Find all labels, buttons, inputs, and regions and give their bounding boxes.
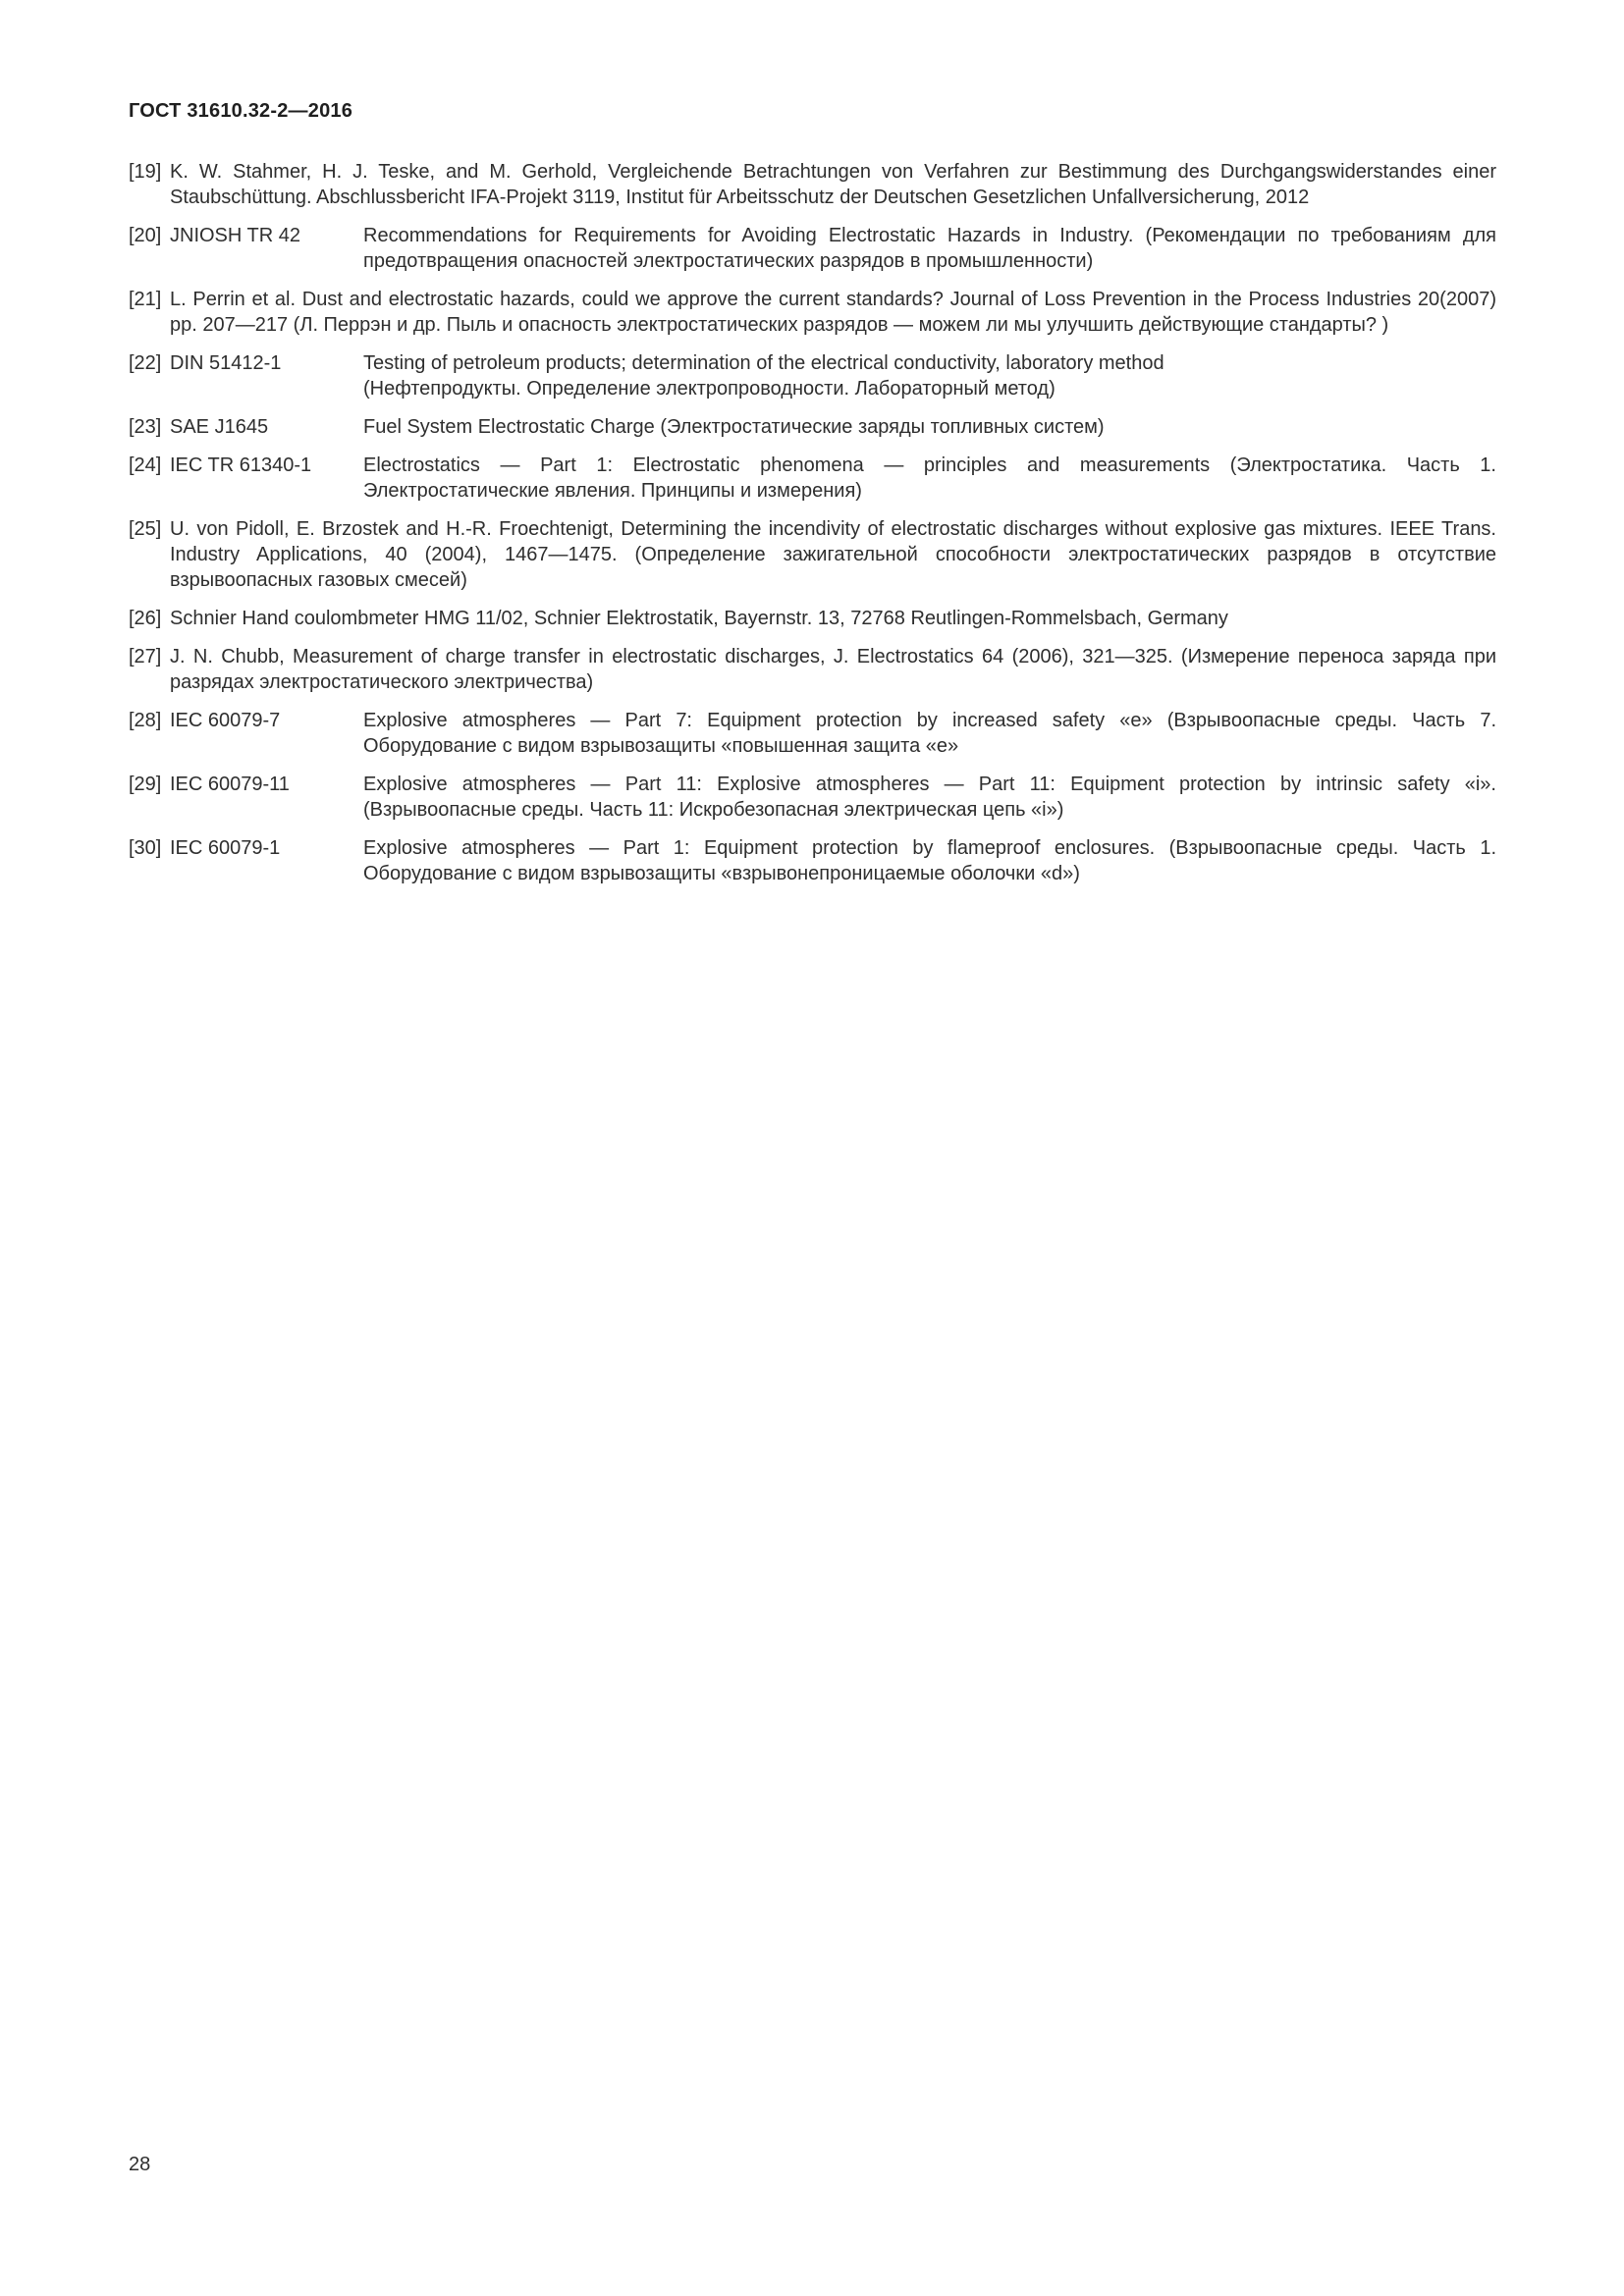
bib-text: J. N. Chubb, Measurement of charge transfer in electrostatic discharges, J. Electrostatics 64 (2006), 321—325. (Измерение переноса заряда при разрядах электростатического электричества) (170, 646, 1496, 693)
bib-text: L. Perrin et al. Dust and electrostatic hazards, could we approve the current standards? Journal of Loss Prevention in the Process Industries 20(2007) pp. 207—217 (Л. Перрэн и др. Пыль и опасность электростатических разрядов — можем ли мы улучшить действующие стандарты? ) (170, 289, 1496, 336)
bib-text: Explosive atmospheres — Part 7: Equipment protection by increased safety «e» (Взрывоопасные среды. Часть 7. Оборудование с видом взрывозащиты «повышенная защита «e» (363, 710, 1496, 757)
bib-ref: [27] (129, 646, 162, 667)
bib-designation: IEC 60079-7 (170, 710, 281, 731)
bib-ref: [26] (129, 608, 162, 629)
bib-ref: [25] (129, 518, 162, 540)
bib-ref: [19] (129, 161, 162, 183)
bib-text-secondary: (Нефтепродукты. Определение электропроводности. Лабораторный метод) (363, 378, 1056, 400)
bib-designation: SAE J1645 (170, 416, 269, 438)
bibliography-item (129, 453, 1496, 504)
bib-ref: [30] (129, 837, 162, 859)
bib-body (170, 516, 1496, 593)
bib-designation: JNIOSH TR 42 (170, 225, 300, 246)
bib-ref: [24] (129, 454, 162, 476)
bibliography-item (129, 708, 1496, 759)
doc-header: ГОСТ 31610.32-2—2016 (129, 100, 353, 122)
bib-text: Fuel System Electrostatic Charge (Электростатические заряды топливных систем) (363, 416, 1105, 438)
bib-body (363, 223, 1496, 274)
bib-body (363, 708, 1496, 759)
bib-body (363, 772, 1496, 823)
bib-designation: DIN 51412-1 (170, 352, 282, 374)
bib-body (170, 159, 1496, 210)
page-number: 28 (129, 2154, 151, 2175)
bib-body (363, 453, 1496, 504)
bib-ref: [29] (129, 774, 162, 795)
bib-body (170, 287, 1496, 338)
bibliography-item (129, 772, 1496, 823)
bibliography-item (129, 606, 1496, 631)
bibliography-item (129, 835, 1496, 886)
bibliography-item (129, 516, 1496, 593)
bib-ref: [23] (129, 416, 162, 438)
bib-body (170, 644, 1496, 695)
bib-text: Electrostatics — Part 1: Electrostatic phenomena — principles and measurements (Электростатика. Часть 1. Электростатические явления. Принципы и измерения) (363, 454, 1496, 502)
bibliography-item (129, 414, 1496, 440)
bib-ref: [22] (129, 352, 162, 374)
bib-text: Explosive atmospheres — Part 1: Equipment protection by flameproof enclosures. (Взрывоопасные среды. Часть 1. Оборудование с видом взрывозащиты «взрывонепроницаемые оболочки «d») (363, 837, 1496, 884)
bib-text: Schnier Hand coulombmeter HMG 11/02, Schnier Elektrostatik, Bayernstr. 13, 72768 Reutlingen-Rommelsbach, Germany (170, 608, 1228, 629)
bibliography-item (129, 644, 1496, 695)
bib-text: Recommendations for Requirements for Avoiding Electrostatic Hazards in Industry. (Рекомендации по требованиям для предотвращения опасностей электростатических разрядов в промышленности) (363, 225, 1496, 272)
bib-designation: IEC TR 61340-1 (170, 454, 312, 476)
bib-designation: IEC 60079-1 (170, 837, 281, 859)
bibliography-item (129, 287, 1496, 338)
bibliography-item (129, 223, 1496, 274)
bib-text: Testing of petroleum products; determination of the electrical conductivity, laboratory method (363, 352, 1164, 374)
bib-designation: IEC 60079-11 (170, 774, 290, 795)
bibliography-list (129, 159, 1496, 886)
page-content (0, 0, 1624, 886)
bibliography-item (129, 159, 1496, 210)
bib-text: K. W. Stahmer, H. J. Teske, and M. Gerhold, Vergleichende Betrachtungen von Verfahren zur Bestimmung des Durchgangswiderstandes einer Staubschüttung. Abschlussbericht IFA-Projekt 3119, Institut für Arbeitsschutz der Deutschen Gesetzlichen Unfallversicherung, 2012 (170, 161, 1496, 208)
bib-body (363, 350, 1496, 401)
bib-body (363, 414, 1496, 440)
bib-text: Explosive atmospheres — Part 11: Explosive atmospheres — Part 11: Equipment protection by intrinsic safety «i». (Взрывоопасные среды. Часть 11: Искробезопасная электрическая цепь «i») (363, 774, 1496, 821)
bib-body (363, 835, 1496, 886)
bibliography-item (129, 350, 1496, 401)
bib-body (170, 606, 1496, 631)
bib-ref: [20] (129, 225, 162, 246)
bib-ref: [28] (129, 710, 162, 731)
bib-text: U. von Pidoll, E. Brzostek and H.-R. Froechtenigt, Determining the incendivity of electrostatic discharges without explosive gas mixtures. IEEE Trans. Industry Applications, 40 (2004), 1467—1475. (Определение зажигательной способности электростатических разрядов в отсутствие взрывоопасных газовых смесей) (170, 518, 1496, 591)
bib-ref: [21] (129, 289, 162, 310)
